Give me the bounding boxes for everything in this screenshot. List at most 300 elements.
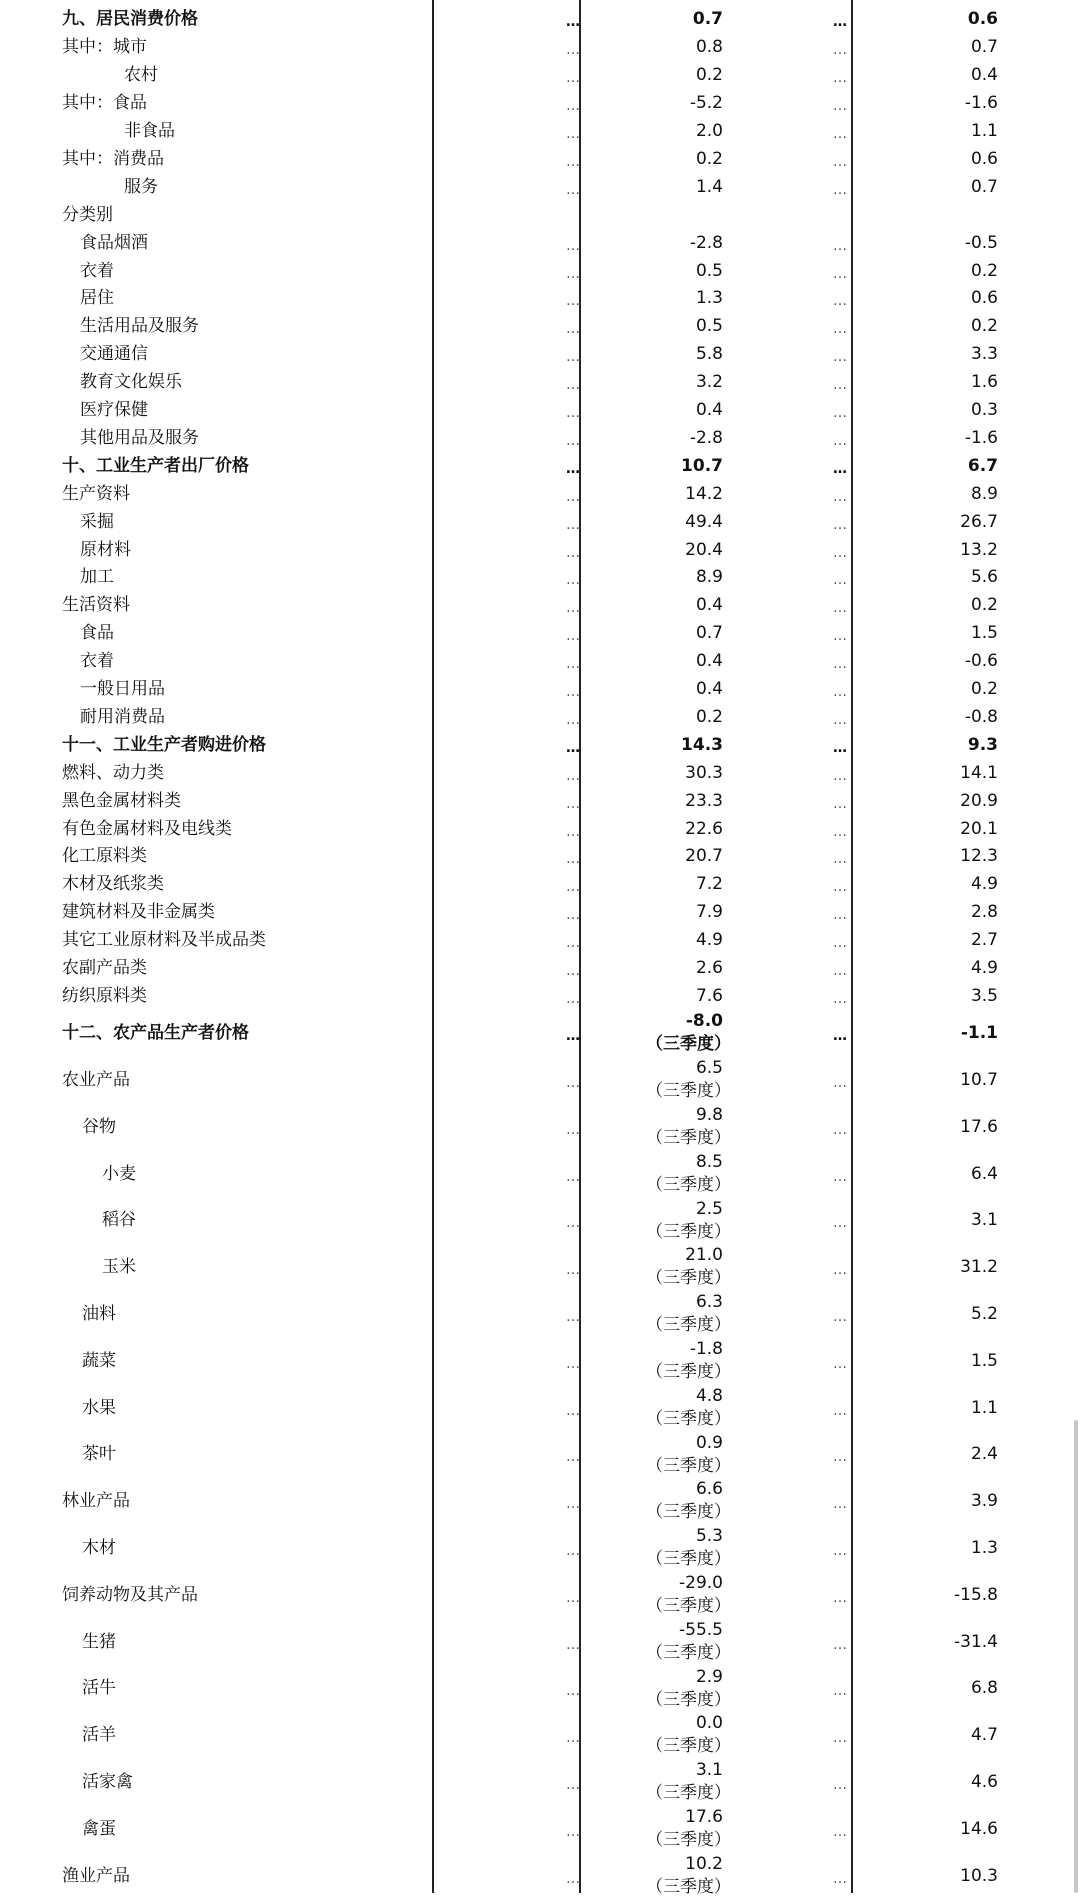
- table-row: [0, 620, 1080, 648]
- table-row: [0, 1478, 1080, 1525]
- value-cell: [646, 1244, 731, 1290]
- value-cell: 0.2: [970, 316, 998, 337]
- ellipsis-placeholder: …: [833, 1402, 847, 1419]
- value-cell: 0.2: [970, 595, 998, 616]
- value-cell: 0.6: [970, 288, 998, 309]
- ellipsis-placeholder: …: [833, 181, 847, 198]
- row-label: 食品: [80, 623, 114, 644]
- value-period-note: （三季度）: [646, 1174, 731, 1195]
- value-cell: -31.4: [954, 1631, 998, 1652]
- value-cell: 1.5: [970, 623, 998, 644]
- value-cell: 20.9: [960, 790, 998, 811]
- ellipsis-placeholder: …: [833, 1636, 847, 1653]
- row-label: 教育文化娱乐: [80, 372, 182, 393]
- table-row: [0, 1338, 1080, 1385]
- value-period-note: （三季度）: [646, 1596, 731, 1616]
- value-cell: -1.1: [960, 1023, 998, 1044]
- ellipsis-placeholder: …: [833, 544, 847, 561]
- table-row: [0, 1712, 1080, 1759]
- value-period-note: （三季度）: [646, 1034, 731, 1055]
- row-label: 交通通信: [80, 344, 148, 365]
- value-number: 5.3: [695, 1526, 723, 1547]
- row-label: 九、居民消费价格: [62, 9, 198, 30]
- value-cell: 23.3: [685, 790, 723, 811]
- ellipsis-placeholder: …: [566, 42, 580, 59]
- value-cell: 0.5: [695, 316, 723, 337]
- row-label: 木材: [82, 1538, 116, 1559]
- table-row: [0, 452, 1080, 480]
- value-cell: 4.6: [970, 1772, 998, 1793]
- value-cell: [646, 1572, 731, 1618]
- ellipsis-placeholder: …: [566, 488, 580, 505]
- ellipsis-placeholder: …: [566, 321, 580, 338]
- value-number: 2.9: [695, 1666, 723, 1687]
- value-cell: -2.8: [689, 232, 723, 253]
- ellipsis-placeholder: …: [566, 460, 580, 477]
- value-cell: -1.6: [964, 427, 998, 448]
- row-label: 生活资料: [62, 595, 130, 616]
- value-number: -55.5: [679, 1619, 723, 1640]
- value-cell: 20.4: [685, 539, 723, 560]
- value-cell: [646, 1198, 731, 1244]
- ellipsis-placeholder: …: [566, 739, 580, 756]
- value-cell: [646, 1385, 731, 1431]
- value-cell: [646, 1432, 731, 1478]
- value-cell: 13.2: [960, 539, 998, 560]
- value-number: 4.8: [695, 1385, 723, 1406]
- value-cell: 14.1: [960, 762, 998, 783]
- table-row: [0, 592, 1080, 620]
- table-row: [0, 815, 1080, 843]
- value-period-note: （三季度）: [646, 1128, 731, 1148]
- value-number: 17.6: [685, 1807, 723, 1827]
- value-cell: 1.3: [970, 1538, 998, 1559]
- row-label: 活羊: [82, 1725, 116, 1746]
- ellipsis-placeholder: …: [833, 711, 847, 728]
- row-label: 蔬菜: [82, 1350, 116, 1371]
- value-cell: 0.7: [695, 623, 723, 644]
- row-label: 农副产品类: [62, 958, 147, 979]
- table-row: [0, 871, 1080, 899]
- value-cell: [646, 1057, 731, 1103]
- value-cell: -1.6: [964, 93, 998, 114]
- value-cell: 12.3: [960, 846, 998, 867]
- value-number: 6.5: [695, 1058, 723, 1079]
- table-row: [0, 118, 1080, 146]
- value-cell: 9.3: [967, 734, 998, 755]
- ellipsis-placeholder: …: [566, 405, 580, 422]
- row-label: 稻谷: [102, 1210, 136, 1231]
- table-row: [0, 1806, 1080, 1853]
- ellipsis-placeholder: …: [566, 1636, 580, 1653]
- value-cell: 0.2: [695, 65, 723, 86]
- row-label: 十二、农产品生产者价格: [62, 1023, 249, 1044]
- value-cell: 7.2: [695, 874, 723, 895]
- row-label: 衣着: [80, 651, 114, 672]
- ellipsis-placeholder: …: [566, 1168, 580, 1185]
- ellipsis-placeholder: …: [566, 1028, 580, 1045]
- row-label: 服务: [124, 176, 158, 197]
- ellipsis-placeholder: …: [566, 377, 580, 394]
- row-label: 渔业产品: [62, 1865, 130, 1886]
- value-period-note: （三季度）: [646, 1549, 731, 1570]
- value-period-note: （三季度）: [646, 1830, 731, 1850]
- value-period-note: （三季度）: [646, 1408, 731, 1429]
- row-label: 农村: [124, 65, 158, 86]
- ellipsis-placeholder: …: [566, 600, 580, 617]
- ellipsis-placeholder: …: [833, 628, 847, 645]
- value-cell: 2.4: [970, 1444, 998, 1465]
- row-label: 农业产品: [62, 1070, 130, 1091]
- value-cell: 4.9: [970, 874, 998, 895]
- value-cell: [646, 1338, 731, 1384]
- table-row: [0, 425, 1080, 453]
- ellipsis-placeholder: …: [566, 711, 580, 728]
- ellipsis-placeholder: …: [566, 1309, 580, 1326]
- value-cell: [646, 1712, 731, 1758]
- row-label: 非食品: [124, 121, 175, 142]
- ellipsis-placeholder: …: [566, 1683, 580, 1700]
- value-cell: [646, 1010, 731, 1056]
- ellipsis-placeholder: …: [833, 963, 847, 980]
- value-cell: 1.6: [970, 372, 998, 393]
- table-row: [0, 1432, 1080, 1479]
- ellipsis-placeholder: …: [833, 851, 847, 868]
- ellipsis-placeholder: …: [566, 237, 580, 254]
- ellipsis-placeholder: …: [833, 823, 847, 840]
- row-label: 其中：食品: [62, 93, 147, 114]
- row-label: 生产资料: [62, 483, 130, 504]
- value-cell: [646, 1104, 731, 1150]
- value-cell: 0.7: [970, 37, 998, 58]
- value-cell: 10.7: [960, 1070, 998, 1091]
- value-cell: 10.3: [960, 1865, 998, 1886]
- value-cell: 0.6: [967, 9, 998, 30]
- value-cell: 20.7: [685, 846, 723, 867]
- row-label: 生活用品及服务: [80, 316, 199, 337]
- table-row: [0, 508, 1080, 536]
- value-cell: 0.4: [695, 595, 723, 616]
- value-cell: 4.9: [695, 930, 723, 951]
- ellipsis-placeholder: …: [833, 460, 847, 477]
- row-label: 活家禽: [82, 1772, 133, 1793]
- value-cell: 3.9: [970, 1491, 998, 1512]
- row-label: 生猪: [82, 1631, 116, 1652]
- ellipsis-placeholder: …: [833, 1823, 847, 1840]
- value-cell: 2.8: [970, 902, 998, 923]
- ellipsis-placeholder: …: [566, 572, 580, 589]
- value-period-note: （三季度）: [646, 1315, 731, 1336]
- ellipsis-placeholder: …: [833, 377, 847, 394]
- row-label: 居住: [80, 288, 114, 309]
- ellipsis-placeholder: …: [833, 126, 847, 143]
- ellipsis-placeholder: …: [833, 1121, 847, 1138]
- ellipsis-placeholder: …: [833, 907, 847, 924]
- value-cell: 49.4: [685, 511, 723, 532]
- value-cell: 0.8: [695, 37, 723, 58]
- table-row: [0, 536, 1080, 564]
- table-row: [0, 1057, 1080, 1104]
- ellipsis-placeholder: …: [566, 1777, 580, 1794]
- value-period-note: （三季度）: [646, 1689, 731, 1710]
- table-row: [0, 1385, 1080, 1432]
- value-cell: 5.6: [970, 567, 998, 588]
- value-cell: 1.4: [695, 176, 723, 197]
- ellipsis-placeholder: …: [833, 405, 847, 422]
- table-row: [0, 34, 1080, 62]
- table-row: [0, 1619, 1080, 1666]
- ellipsis-placeholder: …: [833, 1777, 847, 1794]
- row-label: 谷物: [82, 1116, 116, 1137]
- value-cell: 0.6: [970, 148, 998, 169]
- ellipsis-placeholder: …: [566, 1496, 580, 1513]
- ellipsis-placeholder: …: [833, 42, 847, 59]
- value-cell: 7.9: [695, 902, 723, 923]
- row-label: 燃料、动力类: [62, 762, 164, 783]
- value-cell: 0.3: [970, 400, 998, 421]
- value-cell: -0.6: [964, 651, 998, 672]
- row-label: 其中：城市: [62, 37, 147, 58]
- value-cell: 0.4: [695, 651, 723, 672]
- ellipsis-placeholder: …: [566, 1543, 580, 1560]
- ellipsis-placeholder: …: [566, 684, 580, 701]
- ellipsis-placeholder: …: [566, 14, 580, 31]
- value-cell: 2.0: [695, 121, 723, 142]
- table-row: [0, 759, 1080, 787]
- ellipsis-placeholder: …: [833, 70, 847, 87]
- value-period-note: （三季度）: [646, 1783, 731, 1804]
- ellipsis-placeholder: …: [566, 1589, 580, 1606]
- table-row: [0, 285, 1080, 313]
- ellipsis-placeholder: …: [566, 795, 580, 812]
- row-label: 油料: [82, 1304, 116, 1325]
- table-row: [0, 62, 1080, 90]
- ellipsis-placeholder: …: [566, 823, 580, 840]
- ellipsis-placeholder: …: [833, 1075, 847, 1092]
- table-row: [0, 843, 1080, 871]
- table-row: [0, 369, 1080, 397]
- ellipsis-placeholder: …: [566, 1121, 580, 1138]
- value-number: 21.0: [685, 1245, 723, 1266]
- ellipsis-placeholder: …: [833, 14, 847, 31]
- value-cell: 20.1: [960, 818, 998, 839]
- value-cell: 0.4: [695, 679, 723, 700]
- ellipsis-placeholder: …: [833, 1730, 847, 1747]
- scrollbar[interactable]: [1074, 1420, 1078, 1893]
- ellipsis-placeholder: …: [833, 572, 847, 589]
- ellipsis-placeholder: …: [833, 98, 847, 115]
- value-cell: -15.8: [954, 1584, 998, 1605]
- value-cell: 0.5: [695, 260, 723, 281]
- table-row: [0, 480, 1080, 508]
- row-label: 其他用品及服务: [80, 427, 199, 448]
- value-number: 2.5: [695, 1198, 723, 1219]
- ellipsis-placeholder: …: [566, 544, 580, 561]
- table-row: [0, 955, 1080, 983]
- ellipsis-placeholder: …: [833, 1589, 847, 1606]
- value-number: 6.3: [695, 1292, 723, 1313]
- value-cell: 0.7: [692, 9, 723, 30]
- ellipsis-placeholder: …: [566, 126, 580, 143]
- value-cell: 8.9: [695, 567, 723, 588]
- row-label: 十、工业生产者出厂价格: [62, 455, 249, 476]
- ellipsis-placeholder: …: [566, 516, 580, 533]
- row-label: 加工: [80, 567, 114, 588]
- ellipsis-placeholder: …: [566, 767, 580, 784]
- ellipsis-placeholder: …: [566, 1262, 580, 1279]
- ellipsis-placeholder: …: [566, 1215, 580, 1232]
- value-period-note: （三季度）: [646, 1736, 731, 1757]
- ellipsis-placeholder: …: [566, 153, 580, 170]
- value-cell: [646, 1291, 731, 1337]
- ellipsis-placeholder: …: [566, 432, 580, 449]
- table-row: [0, 6, 1080, 34]
- ellipsis-placeholder: …: [833, 1168, 847, 1185]
- table-row: [0, 787, 1080, 815]
- value-cell: [646, 1759, 731, 1805]
- ellipsis-placeholder: …: [833, 684, 847, 701]
- value-period-note: （三季度）: [646, 1455, 731, 1476]
- row-label: 玉米: [102, 1257, 136, 1278]
- value-cell: 0.2: [695, 148, 723, 169]
- value-cell: [646, 1806, 731, 1852]
- row-label: 十一、工业生产者购进价格: [62, 734, 266, 755]
- ellipsis-placeholder: …: [833, 516, 847, 533]
- ellipsis-placeholder: …: [833, 293, 847, 310]
- ellipsis-placeholder: …: [833, 488, 847, 505]
- value-number: -29.0: [679, 1573, 723, 1593]
- value-cell: 14.2: [685, 483, 723, 504]
- value-cell: 10.7: [681, 455, 723, 476]
- row-label: 活牛: [82, 1678, 116, 1699]
- row-label: 茶叶: [82, 1444, 116, 1465]
- value-cell: 0.2: [970, 260, 998, 281]
- ellipsis-placeholder: …: [833, 432, 847, 449]
- ellipsis-placeholder: …: [833, 237, 847, 254]
- ellipsis-placeholder: …: [833, 265, 847, 282]
- row-label: 有色金属材料及电线类: [62, 818, 232, 839]
- table-row: [0, 229, 1080, 257]
- ellipsis-placeholder: …: [566, 1823, 580, 1840]
- table-row: [0, 1198, 1080, 1245]
- value-cell: 31.2: [960, 1257, 998, 1278]
- value-cell: [646, 1525, 731, 1571]
- row-label: 医疗保健: [80, 400, 148, 421]
- value-period-note: （三季度）: [646, 1502, 731, 1523]
- row-label: 耐用消费品: [80, 706, 165, 727]
- value-cell: 5.2: [970, 1304, 998, 1325]
- value-cell: 26.7: [960, 511, 998, 532]
- ellipsis-placeholder: …: [833, 1028, 847, 1045]
- ellipsis-placeholder: …: [566, 907, 580, 924]
- value-cell: 0.7: [970, 176, 998, 197]
- value-cell: 3.2: [695, 372, 723, 393]
- table-row: [0, 1572, 1080, 1619]
- ellipsis-placeholder: …: [833, 1870, 847, 1887]
- value-cell: 1.5: [970, 1350, 998, 1371]
- value-cell: -5.2: [689, 93, 723, 114]
- row-label: 原材料: [80, 539, 131, 560]
- row-label: 化工原料类: [62, 846, 147, 867]
- ellipsis-placeholder: …: [833, 879, 847, 896]
- table-row: [0, 676, 1080, 704]
- value-cell: 0.2: [970, 679, 998, 700]
- table-row: [0, 1151, 1080, 1198]
- table-row: [0, 1244, 1080, 1291]
- value-cell: 6.8: [970, 1678, 998, 1699]
- ellipsis-placeholder: …: [833, 935, 847, 952]
- ellipsis-placeholder: …: [833, 1683, 847, 1700]
- ellipsis-placeholder: …: [833, 1355, 847, 1372]
- ellipsis-placeholder: …: [833, 739, 847, 756]
- table-row: [0, 90, 1080, 118]
- value-cell: 4.7: [970, 1725, 998, 1746]
- value-cell: [646, 1619, 731, 1665]
- ellipsis-placeholder: …: [833, 1262, 847, 1279]
- value-cell: 0.2: [695, 706, 723, 727]
- table-row: [0, 983, 1080, 1011]
- table-row: [0, 564, 1080, 592]
- value-cell: -0.5: [964, 232, 998, 253]
- table-row: [0, 173, 1080, 201]
- value-period-note: （三季度）: [646, 1081, 731, 1102]
- table-row: [0, 927, 1080, 955]
- ellipsis-placeholder: …: [566, 265, 580, 282]
- row-label: 其它工业原材料及半成品类: [62, 930, 266, 951]
- table-row: [0, 257, 1080, 285]
- ellipsis-placeholder: …: [566, 963, 580, 980]
- value-period-note: （三季度）: [646, 1268, 731, 1289]
- ellipsis-placeholder: …: [566, 935, 580, 952]
- ellipsis-placeholder: …: [566, 98, 580, 115]
- value-cell: -0.8: [964, 706, 998, 727]
- value-period-note: （三季度）: [646, 1876, 731, 1897]
- table-row: [0, 1104, 1080, 1151]
- value-cell: 5.8: [695, 344, 723, 365]
- ellipsis-placeholder: …: [566, 656, 580, 673]
- ellipsis-placeholder: …: [833, 990, 847, 1007]
- ellipsis-placeholder: …: [833, 1496, 847, 1513]
- value-number: 0.0: [695, 1713, 723, 1734]
- value-cell: 6.4: [970, 1163, 998, 1184]
- value-number: 0.9: [695, 1432, 723, 1453]
- value-number: -1.8: [689, 1339, 723, 1359]
- value-cell: 3.1: [970, 1210, 998, 1231]
- row-label: 一般日用品: [80, 679, 165, 700]
- value-number: -8.0: [685, 1011, 723, 1032]
- value-number: 10.2: [685, 1853, 723, 1874]
- ellipsis-placeholder: …: [833, 1543, 847, 1560]
- value-cell: 4.9: [970, 958, 998, 979]
- table-row: [0, 1759, 1080, 1806]
- ellipsis-placeholder: …: [566, 879, 580, 896]
- table-row: [0, 1666, 1080, 1713]
- ellipsis-placeholder: …: [566, 1870, 580, 1887]
- table-row: [0, 341, 1080, 369]
- row-label: 林业产品: [62, 1491, 130, 1512]
- ellipsis-placeholder: …: [833, 1309, 847, 1326]
- table-row: [0, 397, 1080, 425]
- table-row: [0, 899, 1080, 927]
- ellipsis-placeholder: …: [566, 1449, 580, 1466]
- ellipsis-placeholder: …: [833, 600, 847, 617]
- ellipsis-placeholder: …: [833, 349, 847, 366]
- value-cell: 3.5: [970, 985, 998, 1006]
- row-label: 食品烟酒: [80, 232, 148, 253]
- value-number: 3.1: [695, 1760, 723, 1781]
- value-cell: 22.6: [685, 818, 723, 839]
- value-period-note: （三季度）: [646, 1362, 731, 1382]
